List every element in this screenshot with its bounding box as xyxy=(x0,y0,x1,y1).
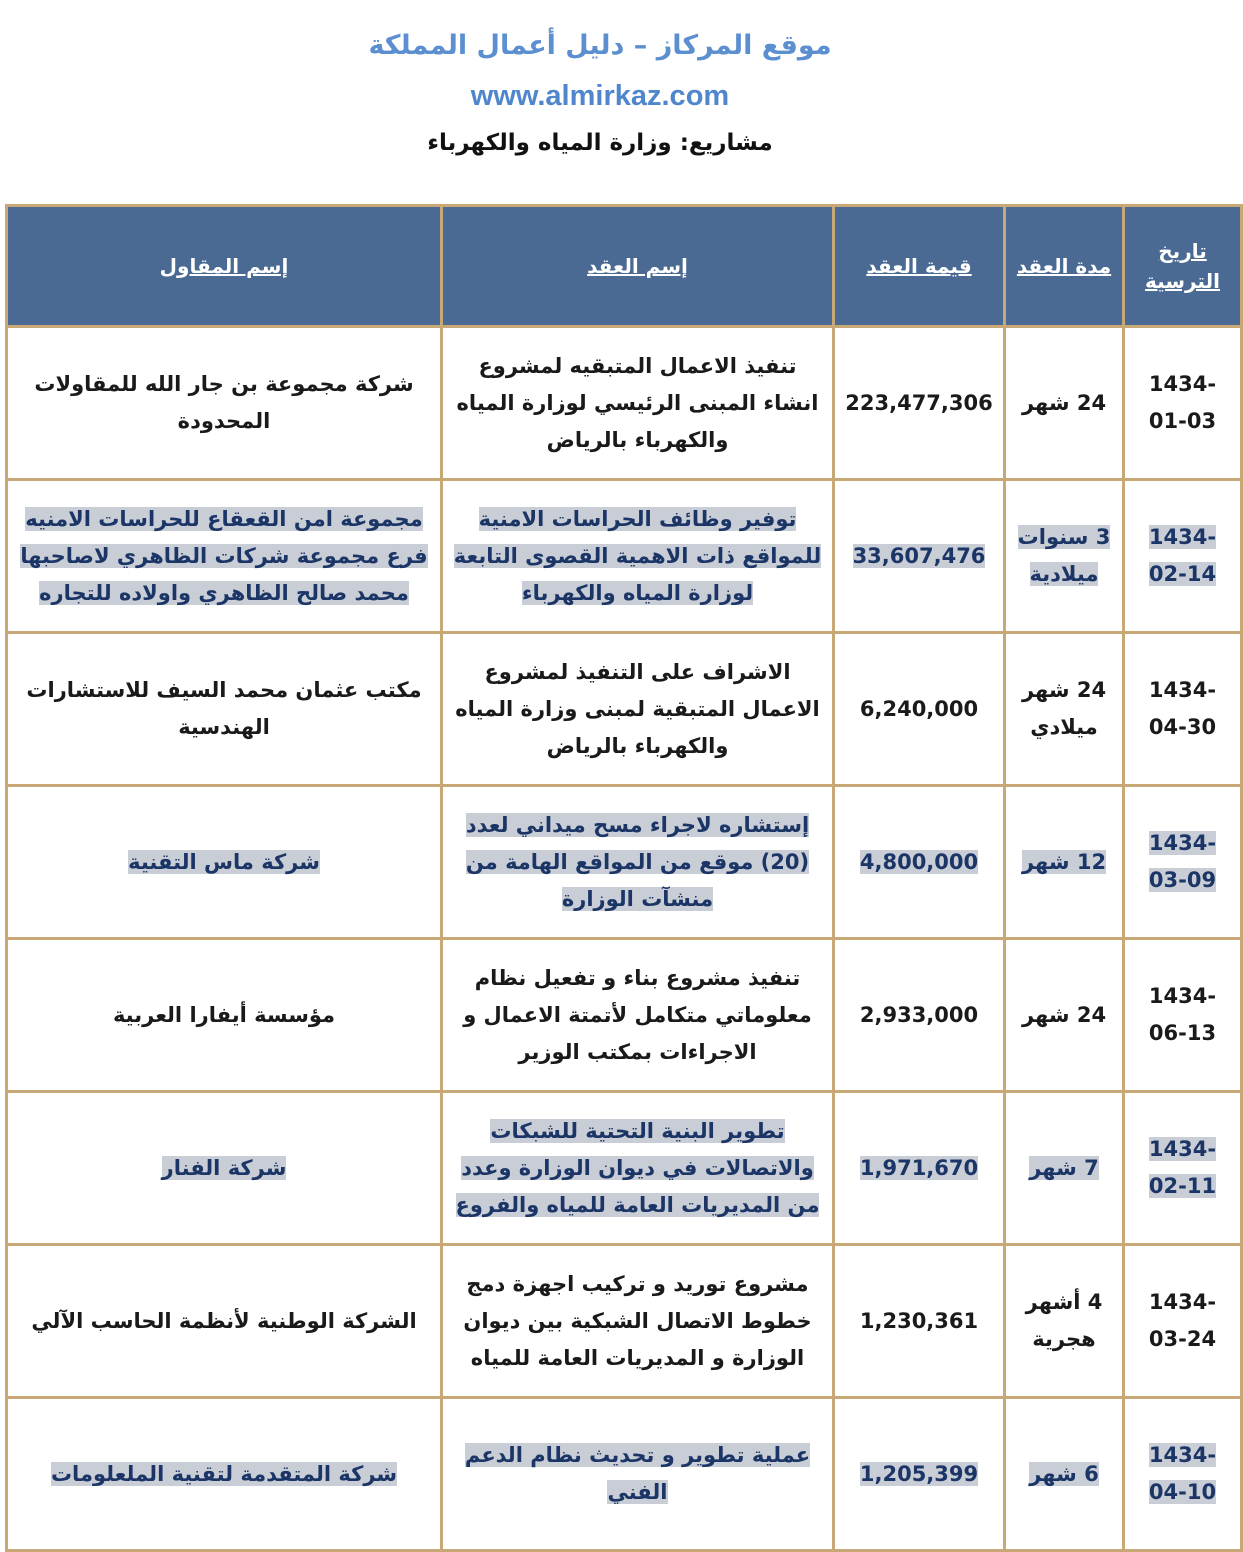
date-month-day: 06-13 xyxy=(1148,1021,1217,1045)
column-header-value: قيمة العقد xyxy=(834,206,1005,327)
value-cell xyxy=(834,786,1005,939)
date-year: 1434- xyxy=(1148,1137,1217,1161)
table-row xyxy=(7,1398,1242,1551)
date-month-day: 03-24 xyxy=(1148,1327,1217,1351)
date-month-day: 01-03 xyxy=(1148,409,1217,433)
date-cell xyxy=(1124,327,1242,480)
contractor-text: شركة الفنار xyxy=(161,1155,287,1180)
value-cell: 223,477,306 xyxy=(834,327,1005,480)
duration-text: 3 سنوات ميلادية xyxy=(1017,525,1111,586)
contract-cell: مشروع توريد و تركيب اجهزة دمج خطوط الاتصال الشبكية بين ديوان الوزارة و المديريات العامة للمياه xyxy=(442,1245,834,1398)
contracts-table xyxy=(5,204,1243,1552)
duration-cell: 24 شهر ميلادي xyxy=(1005,633,1124,786)
table-row xyxy=(7,480,1242,633)
table-row xyxy=(7,786,1242,939)
value-cell: 1,230,361 xyxy=(834,1245,1005,1398)
site-url[interactable]: www.almirkaz.com xyxy=(470,80,730,112)
contract-text: إستشاره لاجراء مسح ميداني لعدد (20) موقع من المواقع الهامة من منشآت الوزارة xyxy=(465,812,810,911)
value-text: 33,607,476 xyxy=(852,543,986,568)
duration-cell xyxy=(1005,786,1124,939)
contract-cell xyxy=(442,1092,834,1245)
date-year: 1434- xyxy=(1148,1443,1217,1467)
contract-cell: تنفيذ الاعمال المتبقيه لمشروع انشاء المبنى الرئيسي لوزارة المياه والكهرباء بالرياض xyxy=(442,327,834,480)
contractor-cell: مكتب عثمان محمد السيف للاستشارات الهندسية xyxy=(7,633,442,786)
table-row xyxy=(7,633,1242,786)
contract-cell: الاشراف على التنفيذ لمشروع الاعمال المتبقية لمبنى وزارة المياه والكهرباء بالرياض xyxy=(442,633,834,786)
contractor-text: شركة ماس التقنية xyxy=(128,849,320,874)
date-year: 1434- xyxy=(1148,1290,1217,1314)
column-header-contract: إسم العقد xyxy=(442,206,834,327)
contractor-text: مجموعة امن القعقاع للحراسات الامنيه فرع مجموعة شركات الظاهري لاصاحبها محمد صالح الظاهري واولاده للتجاره xyxy=(20,506,428,605)
column-header-contractor: إسم المقاول xyxy=(7,206,442,327)
contract-cell xyxy=(442,1398,834,1551)
duration-text: 7 شهر xyxy=(1029,1155,1099,1180)
value-cell xyxy=(834,1398,1005,1551)
contract-cell xyxy=(442,786,834,939)
duration-text: 6 شهر xyxy=(1029,1461,1099,1486)
duration-cell: 24 شهر xyxy=(1005,939,1124,1092)
date-month-day: 04-10 xyxy=(1148,1480,1217,1504)
contractor-cell xyxy=(7,480,442,633)
page-title: مشاريع: وزارة المياه والكهرباء xyxy=(427,130,773,156)
date-year: 1434- xyxy=(1148,372,1217,396)
date-cell xyxy=(1124,1398,1242,1551)
contract-cell xyxy=(442,480,834,633)
date-cell xyxy=(1124,633,1242,786)
column-header-duration: مدة العقد xyxy=(1005,206,1124,327)
contractor-cell: شركة مجموعة بن جار الله للمقاولات المحدودة xyxy=(7,327,442,480)
value-cell xyxy=(834,480,1005,633)
date-cell xyxy=(1124,1092,1242,1245)
contractor-text: شركة المتقدمة لتقنية الملعلومات xyxy=(50,1461,398,1486)
table-header-row xyxy=(7,206,1242,327)
duration-cell xyxy=(1005,1398,1124,1551)
contract-text: توفير وظائف الحراسات الامنية للمواقع ذات الاهمية القصوى التابعة لوزارة المياه والكهرباء xyxy=(453,506,822,605)
date-month-day: 02-14 xyxy=(1148,562,1217,586)
duration-text: 12 شهر xyxy=(1021,849,1107,874)
date-cell xyxy=(1124,786,1242,939)
date-cell xyxy=(1124,939,1242,1092)
value-cell: 6,240,000 xyxy=(834,633,1005,786)
date-cell xyxy=(1124,1245,1242,1398)
value-cell: 2,933,000 xyxy=(834,939,1005,1092)
date-month-day: 04-30 xyxy=(1148,715,1217,739)
table-row xyxy=(7,1092,1242,1245)
date-year: 1434- xyxy=(1148,984,1217,1008)
date-cell xyxy=(1124,480,1242,633)
column-header-date: تاريخ الترسية xyxy=(1124,206,1242,327)
duration-cell: 4 أشهر هجرية xyxy=(1005,1245,1124,1398)
date-month-day: 03-09 xyxy=(1148,868,1217,892)
contractor-cell: مؤسسة أيفارا العربية xyxy=(7,939,442,1092)
duration-cell xyxy=(1005,1092,1124,1245)
table-row xyxy=(7,327,1242,480)
contract-text: تطوير البنية التحتية للشبكات والاتصالات في ديوان الوزارة وعدد من المديريات العامة للمياه والفروع xyxy=(455,1118,820,1217)
value-cell xyxy=(834,1092,1005,1245)
value-text: 1,205,399 xyxy=(859,1461,979,1486)
table-row xyxy=(7,1245,1242,1398)
contractor-cell xyxy=(7,1092,442,1245)
value-text: 4,800,000 xyxy=(859,849,979,874)
page-header xyxy=(0,0,1200,205)
date-year: 1434- xyxy=(1148,678,1217,702)
contractor-cell: الشركة الوطنية لأنظمة الحاسب الآلي xyxy=(7,1245,442,1398)
duration-cell: 24 شهر xyxy=(1005,327,1124,480)
date-year: 1434- xyxy=(1148,831,1217,855)
value-text: 1,971,670 xyxy=(859,1155,979,1180)
contractor-cell xyxy=(7,786,442,939)
contractor-cell xyxy=(7,1398,442,1551)
table-row xyxy=(7,939,1242,1092)
contract-text: عملية تطوير و تحديث نظام الدعم الفني xyxy=(464,1443,811,1504)
duration-cell xyxy=(1005,480,1124,633)
contract-cell: تنفيذ مشروع بناء و تفعيل نظام معلوماتي متكامل لأتمتة الاعمال و الاجراءات بمكتب الوزير xyxy=(442,939,834,1092)
site-name: موقع المركاز – دليل أعمال المملكة xyxy=(368,30,832,61)
date-month-day: 02-11 xyxy=(1148,1174,1217,1198)
date-year: 1434- xyxy=(1148,525,1217,549)
